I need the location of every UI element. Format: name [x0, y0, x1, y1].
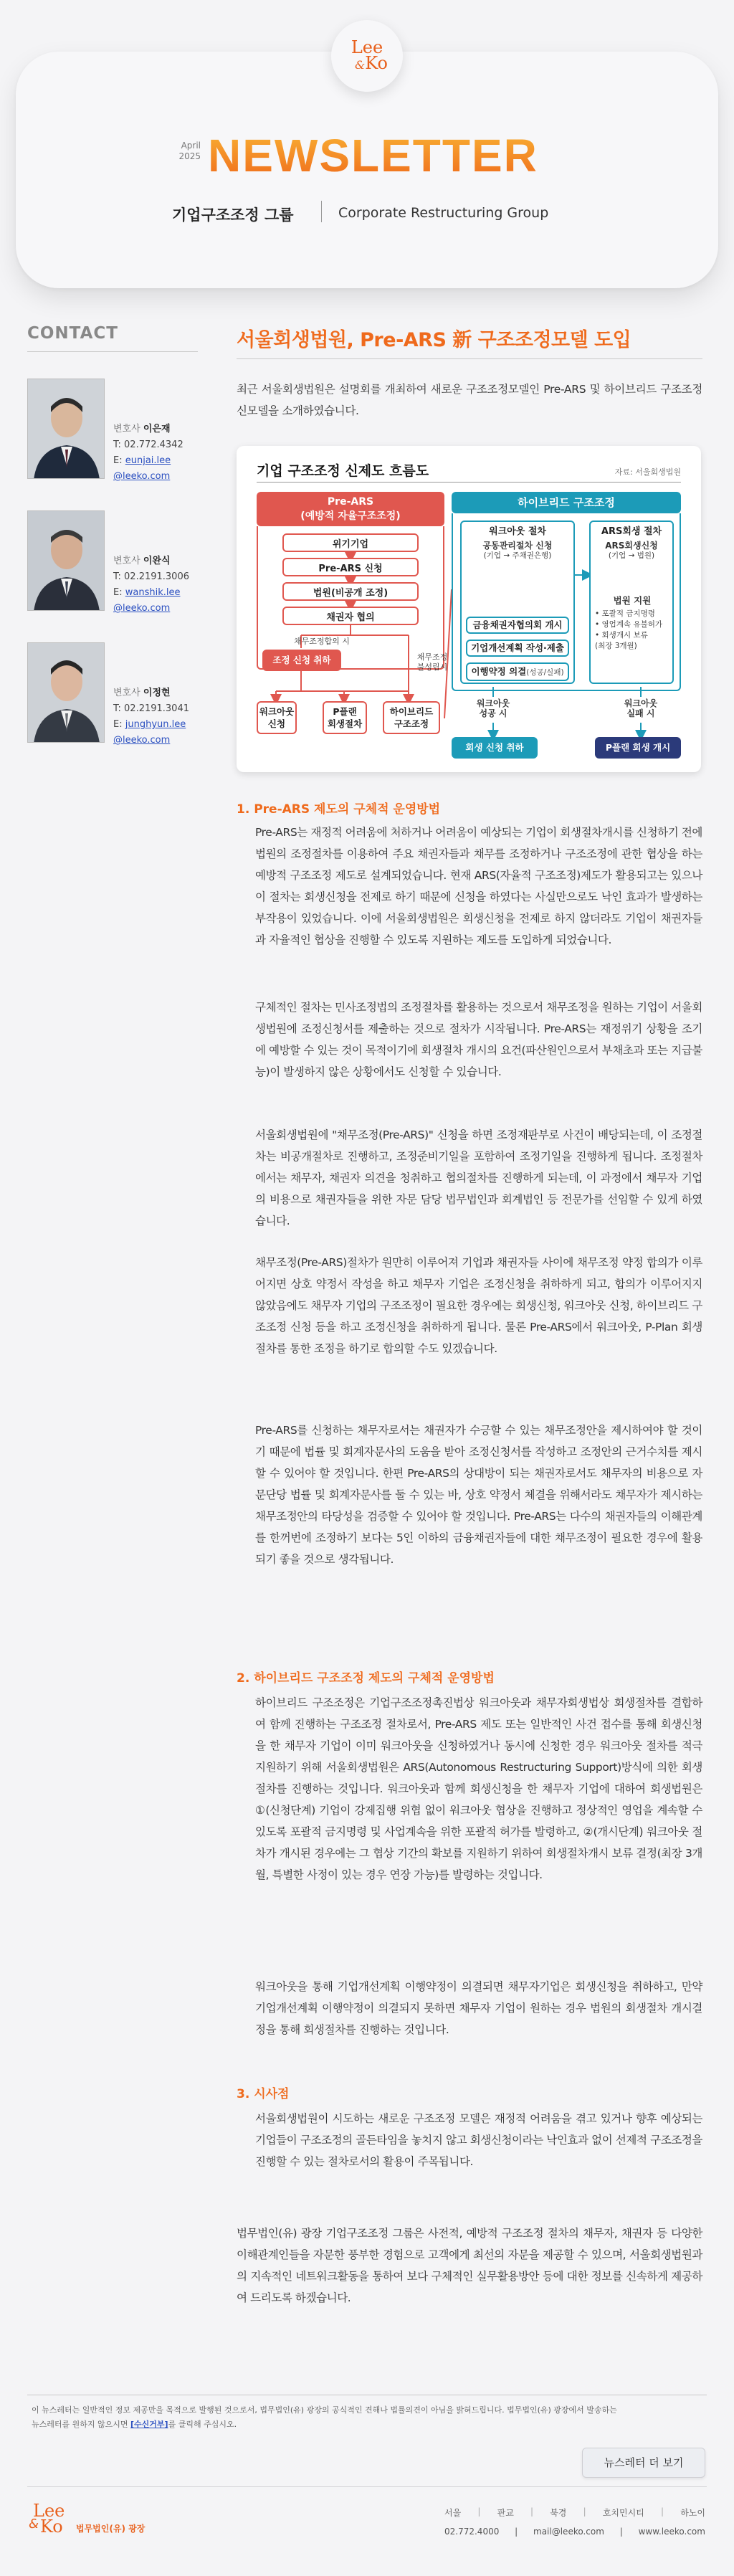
lawyer-photo: [27, 379, 105, 479]
contact-info: [113, 685, 189, 748]
logo-ko-text: Ko: [365, 52, 388, 73]
pre-step-crisis-firm: 위기기업: [282, 533, 419, 552]
contact-info: [113, 422, 184, 485]
contact-email-domain-link[interactable]: @leeko.com: [113, 603, 171, 614]
lawyer-photo: [27, 642, 105, 743]
firm-phone: 02.772.4000: [444, 2527, 500, 2537]
workout-success-label: [464, 698, 522, 718]
footer-logo[interactable]: [29, 2501, 79, 2541]
office-separator: |: [477, 2506, 481, 2516]
contact-card: [27, 642, 199, 750]
section-paragraph: 구체적인 절차는 민사조정법의 조정절차를 활용하는 것으로서 채무조정을 원하는 기업이 서울회생법원에 조정신청서를 제출하는 것으로 절차가 시작됩니다. Pre-ARS는 재정위기 상황을 조기에 예방할 수 있는 것이 목적이기에 회생절차 개시의 요건(파산원인으로서 부채초과 또는 지급불능)이 발생하지 않은 상황에서도 신청할 수 있습니다.: [255, 1001, 702, 1078]
ars-title: ARS회생 절차: [601, 526, 662, 537]
contact-card: [27, 379, 199, 486]
wo-step-2: 금융채권자협의회 개시: [466, 617, 569, 634]
workout-success-line2: 성공 시: [479, 708, 507, 718]
pre-ars-subtitle: (예방적 자율구조조정): [300, 510, 401, 522]
section-paragraph: 채무조정(Pre-ARS)절차가 원만히 이루어져 기업과 채권자들 사이에 채무조정 약정 합의가 이루어지면 상호 약정서 작성을 하고 채무자 기업은 조정신청을 취하하게 되고, 합의가 이루어지지 않았음에도 채무자 기업의 구조조정이 필요한 경우에는 회생신청, 워크아웃 신청, 하이브리드 구조조정 신청 등을 하고 조정신청을 취하하게 됩니다. 물론 Pre-ARS에서 워크아웃, P-Plan 회생절차를 통한 조정을 하기로 합의할 수도 있겠습니다.: [255, 1256, 702, 1355]
email-label: E:: [113, 455, 123, 466]
court-support: [595, 595, 669, 652]
diagram-source: 자료: 서울회생법원: [614, 467, 681, 477]
pre-fail-label: [414, 652, 450, 672]
contact-separator: |: [619, 2527, 623, 2537]
issue-year: 2025: [178, 151, 201, 161]
contact-name: 이정현: [143, 688, 171, 698]
pre-fail-label-line1: 채무조정: [416, 652, 448, 662]
office-seoul: 서울: [444, 2508, 462, 2518]
article-intro: 최근 서울회생법원은 설명회를 개최하여 새로운 구조조정모델인 Pre-ARS 및 하이브리드 구조조정 신모델을 소개하였습니다.: [237, 383, 702, 417]
pre-ars-header: [257, 492, 444, 526]
workout-fail-line1: 워크아웃: [624, 698, 658, 708]
footer-logo-amp: &: [29, 2516, 39, 2532]
result-workout-line2: 신청: [267, 718, 286, 729]
lawyer-photo: [27, 510, 105, 611]
pplan-commence: P플랜 회생 개시: [595, 737, 681, 759]
result-pplan: [323, 701, 367, 734]
more-newsletters-button[interactable]: 뉴스레터 더 보기: [582, 2448, 705, 2478]
section-title: 1. Pre-ARS 제도의 구체적 운영방법: [237, 802, 441, 817]
workout-success-line1: 워크아웃: [476, 698, 510, 708]
diagram-title: 기업 구조조정 신제도 흐름도: [257, 463, 429, 479]
closing-paragraph: 법무법인(유) 광장 기업구조조정 그룹은 사전적, 예방적 구조조정 절차의 채무자, 채권자 등 다양한 이해관계인들을 자문한 풍부한 경험으로 고객에게 최선의 자문을 제공할 수 있으며, 서울회생법원과의 지속적인 네트워크활동을 통하여 보다 구체적인 실무활용방안 등에 대한 정보를 신속하게 제공하여 드리도록 하겠습니다.: [237, 2227, 702, 2304]
pre-cancel-mediation: 조정 신청 취하: [262, 650, 341, 671]
logo-ko: [355, 52, 388, 73]
contact-phone: T: 02.772.4342: [113, 439, 184, 450]
contact-separator: |: [515, 2527, 518, 2537]
unsubscribe-link[interactable]: [수신거부]: [130, 2420, 168, 2429]
court-item: • 영업계속 유불허가: [595, 620, 663, 629]
firm-website-link[interactable]: www.leeko.com: [638, 2527, 705, 2537]
workout-fail-label: [612, 698, 669, 718]
workout-fail-line2: 실패 시: [626, 708, 655, 718]
leeko-logo[interactable]: [331, 20, 403, 92]
contact-divider: [27, 351, 198, 352]
office-separator: |: [530, 2506, 534, 2516]
issue-month: April: [181, 141, 201, 151]
withdraw-rehabilitation: 회생 신청 취하: [452, 737, 538, 759]
contact-heading: CONTACT: [27, 324, 118, 343]
logo-lee: Lee: [351, 37, 383, 57]
pre-step-court-mediation: 법원(비공개 조정): [282, 582, 419, 601]
person-portrait-icon: [28, 643, 105, 743]
wo-step-3: 기업개선계획 작성·제출: [466, 640, 569, 657]
footer-logo-ko: Ko: [40, 2516, 63, 2537]
contact-role: 변호사: [113, 688, 140, 698]
court-item: • 회생개시 보류: [595, 631, 648, 640]
contact-email-domain-link[interactable]: @leeko.com: [113, 471, 171, 482]
office-hochiminh: 호치민시티: [602, 2508, 644, 2518]
result-hybrid-line1: 하이브리드: [389, 706, 434, 717]
person-portrait-icon: [28, 379, 105, 479]
disclaimer-line2b: 를 클릭해 주십시오.: [168, 2420, 237, 2429]
court-item: • 포괄적 금지명령: [595, 609, 655, 618]
article-title: 서울회생법원, Pre-ARS 新 구조조정모델 도입: [237, 329, 631, 351]
footer-divider-2: [27, 2486, 707, 2487]
pre-step-creditor-talks: 채권자 협의: [282, 607, 419, 625]
section-paragraph: 워크아웃을 통해 기업개선계획 이행약정이 의결되면 채무자기업은 회생신청을 취하하고, 만약 기업개선계획 이행약정이 의결되지 못하면 채무자 기업이 원하는 경우 법원의 회생절차 개시결정을 통해 회생절차를 진행하는 것입니다.: [255, 1980, 702, 2036]
contact-email-domain-link[interactable]: @leeko.com: [113, 735, 171, 746]
footer-logo-lee: Lee: [33, 2501, 65, 2521]
person-portrait-icon: [28, 511, 105, 611]
disclaimer-line2a: 뉴스레터를 원하지 않으시면: [32, 2420, 131, 2429]
pre-fail-label-line2: 불성립시: [416, 662, 448, 672]
email-label: E:: [113, 587, 123, 598]
email-label: E:: [113, 719, 123, 730]
section-paragraph: Pre-ARS는 재정적 어려움에 처하거나 어려움이 예상되는 기업이 회생절차개시를 신청하기 전에 법원의 조정절차를 이용하여 주요 채권자들과 채무를 조정하거나 구조조정에 관한 협상을 하는 예방적 구조조정 제도로 설계되었습니다. 현재 ARS(자율적 구조조정)제도가 활용되고는 있으나 이 절차는 회생신청을 전제로 하기 때문에 신청을 하였다는 사실만으로도 낙인 효과가 발생하는 부작용이 있었습니다. 이에 서울회생법원은 회생신청을 전제로 하지 않더라도 기업이 채권자들과 자율적인 협상을 진행할 수 있도록 지원하는 제도를 도입하게 되었습니다.: [255, 826, 702, 946]
result-pplan-line2: 회생절차: [327, 718, 363, 729]
wo-step-4-main: 이행약정 의결: [471, 666, 527, 677]
result-workout-line1: 워크아웃: [259, 706, 295, 717]
wo-step-4-sub: (성공/실패): [526, 668, 564, 677]
section-paragraph: 서울회생법원에 "채무조정(Pre-ARS)" 신청을 하면 조정재판부로 사건이 배당되는데, 이 조정절차는 비공개절차로 진행하고, 조정준비기일을 포함하여 조정기일을 진행하게 됩니다. 조정절차에서는 채무자, 채권자 의견을 청취하고 협의절차를 진행하게 되는데, 이 과정에서 채무자 기업의 비용으로 채권자들을 위한 자문 담당 법무법인과 회계법인 등 전문가를 선임할 수 있게 하였습니다.: [255, 1128, 702, 1227]
contact-email-link[interactable]: eunjai.lee: [125, 455, 171, 466]
office-separator: |: [660, 2506, 664, 2516]
result-workout: [257, 701, 297, 734]
header-divider: [321, 201, 322, 222]
section-title: 2. 하이브리드 구조조정 제도의 구체적 운영방법: [237, 1671, 495, 1686]
newsletter-title: NEWSLETTER: [208, 130, 538, 181]
court-item: (최장 3개월): [595, 642, 637, 650]
court-support-title: 법원 지원: [613, 595, 652, 606]
section-paragraph: 하이브리드 구조조정은 기업구조조정촉진법상 워크아웃과 채무자회생법상 회생절차를 결합하여 함께 진행하는 구조조정 절차로서, Pre-ARS 제도 또는 일반적인 사건 접수를 통해 회생신청을 한 채무자 기업이 이미 워크아웃을 신청하였거나 동시에 신청한 경우 워크아웃 절차를 적극 지원하기 위해 서울회생법원은 ARS(Autonomous Restructuring Support)방식에 의한 회생절차를 진행하는 것입니다. 워크아웃과 함께 회생신청을 한 채무자 기업에 대하여 회생법원은 ①(신청단계) 기업이 강제집행 위협 없이 워크아웃 협상을 진행하고 정상적인 영업을 계속할 수 있도록 포괄적 금지명령 및 사업계속을 위한 포괄적 허가를 발령하고, ②(개시단계) 워크아웃 절차가 개시된 경우에는 그 협상 기간의 확보를 지원하기 위하여 회생절차개시 보류 결정(최장 3개월, 특별한 사정이 있는 경우 연장 가능)를 발령하는 것입니다.: [255, 1696, 702, 1881]
section-paragraph: 서울회생법원이 시도하는 새로운 구조조정 모델은 재정적 어려움을 겪고 있거나 향후 예상되는 기업들이 구조조정의 골든타임을 놓치지 않고 회생신청이라는 낙인효과 없이 선제적 구조조정을 진행할 수 있는 절차로서의 활용이 주목됩니다.: [255, 2112, 702, 2168]
hybrid-header: 하이브리드 구조조정: [452, 492, 681, 513]
firm-contacts: [444, 2527, 705, 2537]
firm-email-link[interactable]: mail@leeko.com: [533, 2527, 604, 2537]
office-pangyo: 판교: [497, 2508, 514, 2518]
result-hybrid-line2: 구조조정: [394, 718, 429, 729]
issue-date: [172, 141, 201, 162]
wo-step-1: [463, 541, 572, 561]
pre-step-apply: Pre-ARS 신청: [282, 558, 419, 576]
firm-name: 법무법인(유) 광장: [76, 2524, 146, 2534]
contact-phone: T: 02.2191.3006: [113, 571, 189, 582]
group-name-korean: 기업구조조정 그룹: [172, 206, 294, 224]
pre-ars-title: Pre-ARS: [327, 496, 374, 508]
contact-email-link[interactable]: junghyun.lee: [125, 719, 186, 730]
contact-role: 변호사: [113, 556, 140, 566]
ars-apply-main: ARS회생신청: [605, 541, 658, 551]
ars-apply: [592, 541, 671, 561]
logo-amp: &: [355, 57, 366, 72]
office-list: [444, 2506, 705, 2519]
wo-step-1-sub: (기업 → 주채권은행): [483, 551, 552, 560]
diagram-rule: [257, 482, 681, 483]
wo-step-1-main: 공동관리절차 신청: [482, 541, 553, 551]
contact-card: [27, 510, 199, 618]
contact-info: [113, 553, 189, 617]
section-paragraph: Pre-ARS를 신청하는 채무자로서는 채권자가 수긍할 수 있는 채무조정안을 제시하여야 할 것이기 때문에 법률 및 회계자문사의 도움을 받아 조정신청서를 작성하고 조정안의 근거수치를 제시할 수 있어야 할 것입니다. 한편 Pre-ARS의 상대방이 되는 채권자로서도 채무자의 비용으로 자문단당 법률 및 회계자문사를 둘 수 있는 바, 상호 약정서 체결을 위해서라도 채무자가 제시하는 채무조정안의 타당성을 검증할 수 있어야 할 것입니다. Pre-ARS는 다수의 채권자들의 이해관계를 한꺼번에 조정하기 보다는 5인 이하의 금융채권자들에 대한 채무조정이 필요한 경우에 활용되기 좋을 것으로 생각됩니다.: [255, 1424, 702, 1566]
disclaimer: [32, 2403, 705, 2432]
pre-agree-label: 채무조정합의 시: [294, 637, 350, 646]
office-hanoi: 하노이: [680, 2508, 705, 2518]
contact-role: 변호사: [113, 424, 140, 434]
workout-title: 워크아웃 절차: [489, 526, 546, 537]
disclaimer-line1: 이 뉴스레터는 일반적인 정보 제공만을 목적으로 발행된 것으로서, 법무법인(유) 광장의 공식적인 견해나 법률의견이 아님을 밝혀드립니다. 법무법인(유) 광장에서 발송하는: [32, 2405, 617, 2415]
result-hybrid: [383, 701, 440, 734]
ars-apply-sub: (기업 → 법원): [608, 551, 655, 560]
contact-name: 이완식: [143, 556, 171, 566]
restructuring-flow-diagram: [237, 446, 701, 772]
contact-phone: T: 02.2191.3041: [113, 703, 189, 714]
office-beijing: 북경: [550, 2508, 567, 2518]
contact-email-link[interactable]: wanshik.lee: [125, 587, 181, 598]
wo-step-4: [466, 662, 569, 681]
group-name-english: Corporate Restructuring Group: [338, 205, 549, 221]
result-pplan-line1: P플랜: [333, 706, 357, 717]
contact-name: 이은재: [143, 424, 171, 434]
section-title: 3. 시사점: [237, 2087, 290, 2101]
article-divider: [237, 358, 702, 359]
office-separator: |: [583, 2506, 586, 2516]
